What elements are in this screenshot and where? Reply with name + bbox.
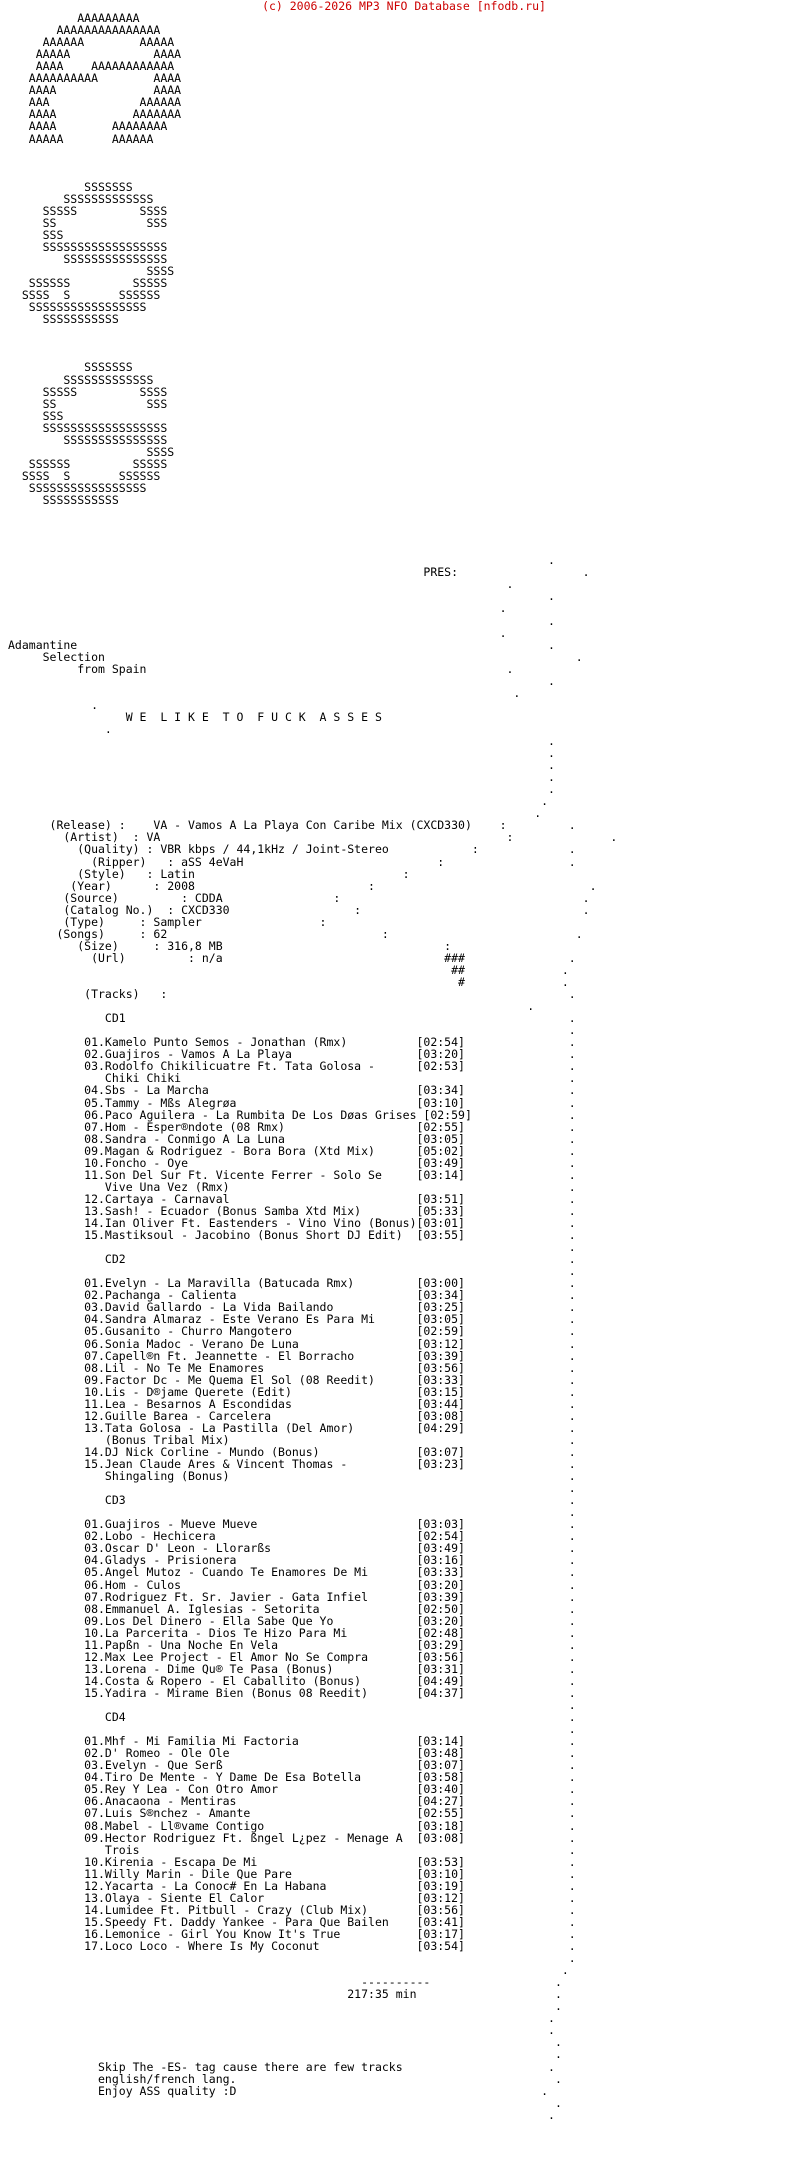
nfo-line: (Type) : Sampler : — [8, 914, 327, 929]
nfo-line: (Release) : VA - Vamos A La Playa Con Caribe Mix (CXCD330) : . — [8, 818, 576, 833]
nfo-line: . — [8, 553, 555, 568]
nfo-line: 06.Sonia Madoc - Verano De Luna [03:12] . — [8, 1336, 576, 1351]
nfo-line: . — [8, 2011, 555, 2026]
nfo-line: 11.Papßn - Una Noche En Vela [03:29] . — [8, 1637, 576, 1652]
nfo-line: . — [8, 746, 555, 761]
nfo-line: 03.Oscar D' Leon - Llorarßs [03:49] . — [8, 1541, 576, 1556]
nfo-line: SSSSSSSSSSSSSSSSSS — [8, 420, 168, 435]
nfo-line: . — [8, 1505, 576, 1520]
nfo-line: 08.Emmanuel A. Iglesias - Setorita [02:50] . — [8, 1601, 576, 1616]
nfo-line: 04.Sandra Almaraz - Este Verano Es Para Mi [03:05] . — [8, 1312, 576, 1327]
nfo-line: 09.Magan & Rodriguez - Bora Bora (Xtd Mix) [05:02] . — [8, 1143, 576, 1158]
nfo-line: . — [8, 2047, 562, 2062]
nfo-line: 02.Guajiros - Vamos A La Playa [03:20] . — [8, 1047, 576, 1062]
nfo-line: SSSSSSS — [8, 360, 133, 375]
nfo-line: 10.Foncho - Oye [03:49] . — [8, 1155, 576, 1170]
nfo-line: SSSSSSSSSSSSSSSSSS — [8, 239, 168, 254]
nfo-line: 09.Factor Dc - Me Quema El Sol (08 Reedit) [03:33] . — [8, 1372, 576, 1387]
nfo-line: 12.Yacarta - La Conoc# En La Habana [03:19] . — [8, 1878, 576, 1893]
nfo-line: 08.Sandra - Conmigo A La Luna [03:05] . — [8, 1131, 576, 1146]
nfo-line: . — [8, 577, 514, 592]
nfo-line: (Tracks) : . — [8, 987, 576, 1002]
nfo-line: 01.Evelyn - La Maravilla (Batucada Rmx) [03:00] . — [8, 1276, 576, 1291]
nfo-line: 13.Sash! - Ecuador (Bonus Samba Xtd Mix) [05:33] . — [8, 1203, 576, 1218]
nfo-line: AAAAA AAAAAA — [8, 131, 154, 146]
nfo-line: SSSSS SSSS — [8, 203, 168, 218]
nfo-line: . — [8, 1722, 576, 1737]
nfo-line: CD1 . — [8, 1011, 576, 1026]
nfo-line: 04.Tiro De Mente - Y Dame De Esa Botella [03:58] . — [8, 1770, 576, 1785]
nfo-line: SSSSS SSSS — [8, 384, 168, 399]
nfo-line: 06.Paco Aguilera - La Rumbita De Los Døas Grises [02:59] . — [8, 1107, 576, 1122]
nfo-line: SS SSS — [8, 215, 168, 230]
nfo-line: . — [8, 673, 555, 688]
nfo-line: SSSS — [8, 444, 175, 459]
nfo-line: SSSSSSSSSSS — [8, 493, 119, 507]
nfo-line: AAAAAAAAA — [8, 11, 140, 25]
nfo-line: PRES: . — [8, 565, 590, 580]
nfo-line: SSS — [8, 227, 64, 242]
nfo-line: Skip The -ES- tag cause there are few tracks . — [8, 2059, 555, 2074]
nfo-line: 04.Sbs - La Marcha [03:34] . — [8, 1083, 576, 1098]
nfo-line: 10.Lis - D®jame Querete (Edit) [03:15] . — [8, 1384, 576, 1399]
nfo-line: . — [8, 758, 555, 773]
nfo-line: (Url) : n/a ### . — [8, 950, 576, 965]
nfo-line: . — [8, 806, 542, 821]
nfo-line: . — [8, 721, 112, 736]
nfo-line: AAA AAAAAA — [8, 95, 182, 110]
nfo-line: 11.Lea - Besarnos A Escondidas [03:44] . — [8, 1396, 576, 1411]
nfo-line: SSSSSSSSSSSSSSSSS — [8, 480, 147, 495]
nfo-line: . — [8, 697, 99, 712]
nfo-line: . — [8, 734, 555, 748]
nfo-line: SSSSSSSSSSSSSSS — [8, 252, 168, 266]
nfo-line: . — [8, 601, 507, 616]
nfo-line: ---------- . — [8, 1975, 562, 1990]
nfo-line: . — [8, 625, 507, 640]
nfo-line: (Style) : Latin : — [8, 866, 410, 881]
nfo-line: (Bonus Tribal Mix) . — [8, 1432, 576, 1447]
nfo-line: (Catalog No.) : CXCD330 : . — [8, 902, 590, 917]
nfo-line: (Artist) : VA : . — [8, 830, 618, 845]
nfo-line: 09.Hector Rodriguez Ft. ßngel L¿pez - Menage A [03:08] . — [8, 1830, 576, 1845]
nfo-line: AAAAAAAAAA AAAA — [8, 71, 182, 86]
nfo-line: . — [8, 770, 555, 785]
nfo-line: AAAA AAAAAAAA — [8, 119, 168, 134]
nfo-line: SSSS S SSSSSS — [8, 288, 161, 303]
nfo-line: 14.Lumidee Ft. Pitbull - Crazy (Club Mix) [03:56] . — [8, 1902, 576, 1917]
nfo-line: . — [8, 1951, 576, 1966]
nfo-line: (Size) : 316,8 MB : — [8, 938, 452, 953]
nfo-line: 05.Rey Y Lea - Con Otro Amor [03:40] . — [8, 1782, 576, 1797]
nfo-line: 16.Lemonice - Girl You Know It's True [03:17] . — [8, 1926, 576, 1941]
nfo-line: . — [8, 589, 555, 604]
nfo-line: 07.Hom - Esper®ndote (08 Rmx) [02:55] . — [8, 1119, 576, 1134]
nfo-line: 01.Mhf - Mi Familia Mi Factoria [03:14] . — [8, 1734, 576, 1749]
nfo-line: . — [8, 2035, 562, 2050]
nfo-line: AAAA AAAAAAA — [8, 107, 182, 122]
nfo-line: 02.D' Romeo - Ole Ole [03:48] . — [8, 1746, 576, 1761]
nfo-line: 17.Loco Loco - Where Is My Coconut [03:54] . — [8, 1939, 576, 1953]
nfo-line: . — [8, 613, 555, 628]
nfo-line: 15.Mastiksoul - Jacobino (Bonus Short DJ Edit) [03:55] . — [8, 1228, 576, 1243]
nfo-line: SSSSSS SSSSS — [8, 456, 168, 471]
nfo-line: 08.Lil - No Te Me Enamores [03:56] . — [8, 1360, 576, 1375]
nfo-line: . — [8, 1264, 576, 1279]
nfo-line: (Songs) : 62 : . — [8, 926, 583, 941]
nfo-line: . — [8, 2095, 562, 2110]
nfo-line: . — [8, 1999, 562, 2014]
nfo-line: 11.Son Del Sur Ft. Vicente Ferrer - Solo Se [03:14] . — [8, 1167, 576, 1182]
nfo-line: CD4 . — [8, 1710, 576, 1725]
nfo-line: 11.Willy Marin - Dile Que Pare [03:10] . — [8, 1866, 576, 1881]
nfo-line: CD3 . — [8, 1493, 576, 1508]
nfo-line: Shingaling (Bonus) . — [8, 1469, 576, 1484]
nfo-line: 01.Kamelo Punto Semos - Jonathan (Rmx) [02:54] . — [8, 1035, 576, 1050]
nfo-line: 06.Anacaona - Mentiras [04:27] . — [8, 1794, 576, 1809]
nfo-line: (Year) : 2008 : . — [8, 878, 597, 893]
nfo-line: W E L I K E T O F U C K A S S E S — [8, 709, 382, 724]
nfo-line: 15.Yadira - Mirame Bien (Bonus 08 Reedit) [04:37] . — [8, 1685, 576, 1700]
nfo-line: 03.Rodolfo Chikilicuatre Ft. Tata Golosa - [02:53] . — [8, 1059, 576, 1074]
nfo-line: . — [8, 1023, 576, 1038]
nfo-line: 12.Cartaya - Carnaval [03:51] . — [8, 1191, 576, 1206]
nfo-line: 14.DJ Nick Corline - Mundo (Bonus) [03:07] . — [8, 1444, 576, 1459]
nfo-line: 06.Hom - Culos [03:20] . — [8, 1577, 576, 1592]
nfo-line: SSSSSS SSSSS — [8, 276, 168, 291]
nfo-line: SSSS — [8, 264, 175, 279]
nfo-line: . — [8, 1240, 576, 1255]
nfo-line: 12.Guille Barea - Carcelera [03:08] . — [8, 1408, 576, 1423]
nfo-line: 07.Luis S®nchez - Amante [02:55] . — [8, 1806, 576, 1821]
nfo-line: Enjoy ASS quality :D . — [8, 2083, 549, 2098]
nfo-line: SSSSSSSSSSSSSSSSS — [8, 300, 147, 315]
nfo-line: from Spain . — [8, 661, 514, 676]
nfo-line: SSSSSSS — [8, 179, 133, 194]
nfo-line: ## . — [8, 962, 569, 977]
nfo-line: Trois . — [8, 1842, 576, 1857]
nfo-line: Chiki Chiki . — [8, 1071, 576, 1086]
nfo-line: 15.Jean Claude Ares & Vincent Thomas - [03:23] . — [8, 1457, 576, 1471]
site-banner[interactable]: (c) 2006-2026 MP3 NFO Database [nfodb.ru] — [262, 0, 546, 13]
nfo-line: . — [8, 794, 549, 809]
nfo-line: 12.Max Lee Project - El Amor No Se Compra [03:56] . — [8, 1649, 576, 1664]
nfo-line: 10.La Parcerita - Dios Te Hizo Para Mi [02:48] . — [8, 1625, 576, 1640]
nfo-line: SSSS S SSSSSS — [8, 468, 161, 483]
nfo-line: 14.Costa & Ropero - El Caballito (Bonus) [04:49] . — [8, 1673, 576, 1688]
nfo-line: Vive Una Vez (Rmx) . — [8, 1179, 576, 1194]
nfo-line: AAAA AAAAAAAAAAAA — [8, 59, 175, 74]
nfo-line: 08.Mabel - Ll®vame Contigo [03:18] . — [8, 1818, 576, 1833]
nfo-line: 14.Ian Oliver Ft. Eastenders - Vino Vino (Bonus)[03:01] . — [8, 1216, 576, 1230]
nfo-line: 07.Rodriguez Ft. Sr. Javier - Gata Infiel [03:39] . — [8, 1589, 576, 1604]
nfo-line: SSSSSSSSSSSSS — [8, 372, 154, 387]
nfo-line: . — [8, 1481, 576, 1496]
nfo-line: CD2 . — [8, 1252, 576, 1267]
nfo-line: (Ripper) : aSS 4eVaH : . — [8, 854, 576, 869]
nfo-line: SS SSS — [8, 396, 168, 411]
nfo-line: . — [8, 2107, 555, 2122]
nfo-line: . — [8, 685, 521, 700]
nfo-line: SSSSSSSSSSSSSSS — [8, 432, 168, 447]
nfo-line: 05.Tammy - Mßs Alegrøa [03:10] . — [8, 1095, 576, 1110]
nfo-line: 217:35 min . — [8, 1987, 562, 2002]
nfo-line: 04.Gladys - Prisionera [03:16] . — [8, 1553, 576, 1568]
nfo-line: 03.Evelyn - Que Serß [03:07] . — [8, 1758, 576, 1773]
nfo-line: SSS — [8, 408, 64, 423]
nfo-line: 13.Lorena - Dime Qu® Te Pasa (Bonus) [03:31] . — [8, 1661, 576, 1676]
nfo-line: . — [8, 999, 535, 1014]
nfo-line: 03.David Gallardo - La Vida Bailando [03:25] . — [8, 1300, 576, 1315]
nfo-line: 05.Gusanito - Churro Mangotero [02:59] . — [8, 1324, 576, 1339]
nfo-line: english/french lang. . — [8, 2071, 562, 2086]
nfo-line: Selection . — [8, 649, 583, 664]
nfo-line: SSSSSSSSSSS — [8, 312, 119, 327]
nfo-line: AAAAA AAAA — [8, 47, 182, 62]
nfo-line: AAAAAAAAAAAAAAA — [8, 23, 161, 38]
nfo-line: (Source) : CDDA : . — [8, 890, 590, 905]
nfo-line: 07.Capell®n Ft. Jeannette - El Borracho [03:39] . — [8, 1348, 576, 1363]
nfo-line: 09.Los Del Dinero - Ella Sabe Que Yo [03:20] . — [8, 1613, 576, 1628]
nfo-line: 10.Kirenia - Escapa De Mi [03:53] . — [8, 1854, 576, 1869]
nfo-line: SSSSSSSSSSSSS — [8, 191, 154, 206]
nfo-line: 05.Angel Mutoz - Cuando Te Enamores De Mi [03:33] . — [8, 1565, 576, 1580]
nfo-line: 13.Tata Golosa - La Pastilla (Del Amor) [04:29] . — [8, 1420, 576, 1435]
nfo-line: . — [8, 2023, 555, 2038]
nfo-line: AAAAAA AAAAA — [8, 35, 175, 50]
nfo-line: # . — [8, 975, 569, 989]
nfo-line: 15.Speedy Ft. Daddy Yankee - Para Que Bailen [03:41] . — [8, 1914, 576, 1929]
nfo-line: . — [8, 782, 555, 797]
nfo-line: 02.Lobo - Hechicera [02:54] . — [8, 1529, 576, 1544]
nfo-line: AAAA AAAA — [8, 83, 182, 98]
nfo-line: 01.Guajiros - Mueve Mueve [03:03] . — [8, 1517, 576, 1532]
nfo-line: Adamantine . — [8, 637, 555, 652]
nfo-line: . — [8, 1963, 569, 1978]
nfo-line: 02.Pachanga - Calienta [03:34] . — [8, 1288, 576, 1303]
nfo-line: (Quality) : VBR kbps / 44,1kHz / Joint-Stereo : . — [8, 842, 576, 857]
nfo-line: . — [8, 1698, 576, 1712]
nfo-line: 13.Olaya - Siente El Calor [03:12] . — [8, 1890, 576, 1905]
